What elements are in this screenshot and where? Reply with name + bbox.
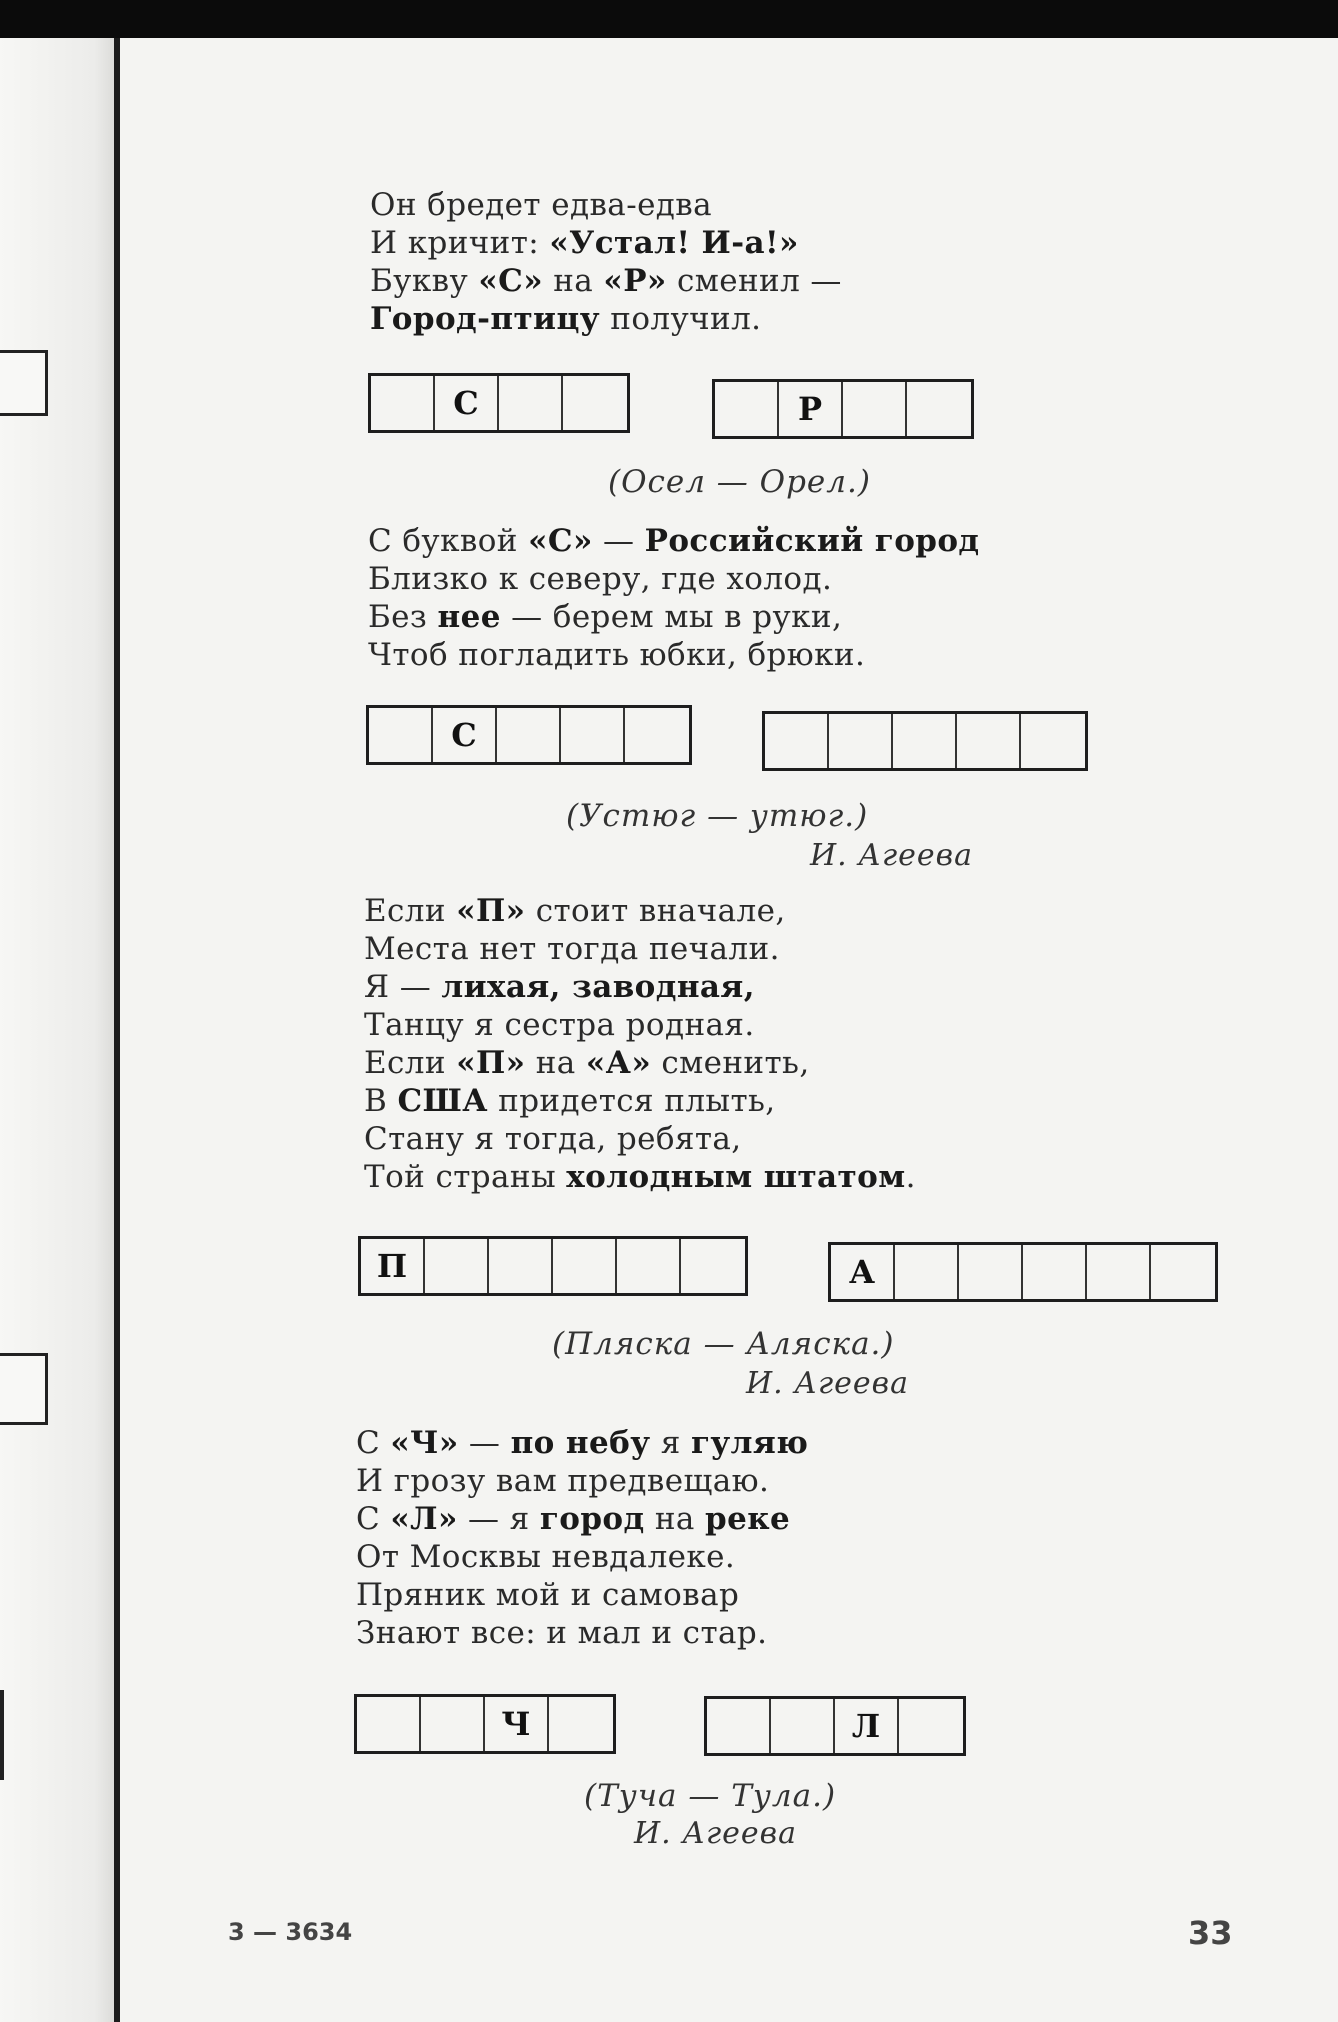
- letter-cell[interactable]: [489, 1239, 553, 1293]
- text: От Москвы невдалеке.: [356, 1539, 736, 1575]
- margin-mark: [0, 1690, 4, 1780]
- riddle-4-answer: (Туча — Тула.): [584, 1778, 837, 1814]
- poem-line: [356, 1424, 808, 1462]
- poem-line: [364, 930, 916, 968]
- bold-text: Город-птицу: [370, 301, 600, 337]
- text: сменить,: [651, 1045, 810, 1081]
- poem-line: [356, 1576, 808, 1614]
- riddle-4-poem: [356, 1424, 808, 1652]
- letter-cell[interactable]: [707, 1699, 771, 1753]
- letter-cell[interactable]: [829, 714, 893, 768]
- poem-line: [368, 598, 980, 636]
- text: В: [364, 1083, 398, 1119]
- text: на: [542, 263, 604, 299]
- riddle-1-answer: (Осел — Орел.): [608, 464, 871, 500]
- poem-line: [364, 1006, 916, 1044]
- text: — берем мы в руки,: [500, 599, 843, 635]
- letter-cell[interactable]: [563, 376, 627, 430]
- text: — я: [457, 1501, 540, 1537]
- poem-line: [368, 560, 980, 598]
- poem-line: [370, 186, 842, 224]
- letter-cell[interactable]: [421, 1697, 485, 1751]
- letter-cell[interactable]: [497, 708, 561, 762]
- text: —: [458, 1425, 511, 1461]
- text: —: [592, 523, 645, 559]
- scan-top-edge: [0, 0, 1338, 38]
- text: Пряник мой и самовар: [356, 1577, 740, 1613]
- letter-cell[interactable]: С: [435, 376, 499, 430]
- text: Букву: [370, 263, 479, 299]
- margin-box-fragment: [0, 1353, 48, 1425]
- text: Стану я тогда, ребята,: [364, 1121, 742, 1157]
- letter-cell[interactable]: С: [433, 708, 497, 762]
- margin-box-fragment: [0, 350, 48, 416]
- letter-cell[interactable]: [369, 708, 433, 762]
- letter-cell[interactable]: Л: [835, 1699, 899, 1753]
- text: получил.: [600, 301, 762, 337]
- text: Я —: [364, 969, 442, 1005]
- text: С: [356, 1425, 391, 1461]
- riddle-3-grid-a: [358, 1236, 748, 1296]
- poem-line: [370, 300, 842, 338]
- letter-cell[interactable]: [425, 1239, 489, 1293]
- letter-cell[interactable]: [895, 1245, 959, 1299]
- bold-text: нее: [437, 599, 501, 635]
- letter-cell[interactable]: [1023, 1245, 1087, 1299]
- letter-cell[interactable]: [681, 1239, 745, 1293]
- text: Той страны: [364, 1159, 567, 1195]
- riddle-2-author: И. Агеева: [810, 838, 973, 873]
- poem-line: [364, 1044, 916, 1082]
- footer-print-code: 3 — 3634: [228, 1918, 353, 1946]
- poem-line: [356, 1462, 808, 1500]
- page-spine-shadow: [0, 38, 118, 2022]
- letter-cell[interactable]: [893, 714, 957, 768]
- riddle-3-author: И. Агеева: [746, 1366, 909, 1401]
- letter-cell[interactable]: Р: [779, 382, 843, 436]
- bold-text: Российский город: [644, 523, 980, 559]
- bold-text: лихая, заводная,: [441, 969, 755, 1005]
- letter-cell[interactable]: А: [831, 1245, 895, 1299]
- poem-line: [356, 1538, 808, 1576]
- poem-line: [364, 892, 916, 930]
- text: Танцу я сестра родная.: [364, 1007, 755, 1043]
- bold-text: «П»: [456, 893, 526, 929]
- text: Знают все: и мал и стар.: [356, 1615, 768, 1651]
- poem-line: [364, 1082, 916, 1120]
- letter-cell[interactable]: П: [361, 1239, 425, 1293]
- bold-text: реке: [705, 1501, 791, 1537]
- poem-line: [356, 1614, 808, 1652]
- bold-text: «Л»: [390, 1501, 458, 1537]
- letter-cell[interactable]: [771, 1699, 835, 1753]
- riddle-4-grid-a: [354, 1694, 616, 1754]
- riddle-3-answer: (Пляска — Аляска.): [552, 1326, 895, 1362]
- text: Близко к северу, где холод.: [368, 561, 833, 597]
- text: .: [905, 1159, 916, 1195]
- bold-text: по небу: [510, 1425, 651, 1461]
- text: стоит вначале,: [525, 893, 786, 929]
- poem-line: [364, 968, 916, 1006]
- text: Если: [364, 893, 457, 929]
- riddle-2-poem: [368, 522, 980, 674]
- letter-cell[interactable]: [561, 708, 625, 762]
- poem-line: [356, 1500, 808, 1538]
- poem-line: [370, 262, 842, 300]
- letter-cell[interactable]: [371, 376, 435, 430]
- poem-line: [364, 1158, 916, 1196]
- letter-cell[interactable]: [959, 1245, 1023, 1299]
- bold-text: «П»: [456, 1045, 526, 1081]
- bold-text: холодным штатом: [566, 1159, 906, 1195]
- riddle-2-answer: (Устюг — утюг.): [566, 798, 869, 834]
- text: С буквой: [368, 523, 529, 559]
- letter-cell[interactable]: [765, 714, 829, 768]
- text: я: [650, 1425, 691, 1461]
- bold-text: «А»: [585, 1045, 652, 1081]
- text: сменил —: [666, 263, 842, 299]
- bold-text: «Р»: [603, 263, 667, 299]
- riddle-1-grid-a: [368, 373, 630, 433]
- poem-line: [368, 636, 980, 674]
- page-number: 33: [1188, 1914, 1233, 1952]
- text: И грозу вам предвещаю.: [356, 1463, 770, 1499]
- letter-cell[interactable]: [907, 382, 971, 436]
- bold-text: «Ч»: [390, 1425, 459, 1461]
- riddle-1-poem: [370, 186, 842, 338]
- text: на: [525, 1045, 586, 1081]
- riddle-1-grid-b: [712, 379, 974, 439]
- letter-cell[interactable]: [715, 382, 779, 436]
- letter-cell[interactable]: Ч: [485, 1697, 549, 1751]
- letter-cell[interactable]: [1021, 714, 1085, 768]
- bold-text: «С»: [478, 263, 543, 299]
- letter-cell[interactable]: [899, 1699, 963, 1753]
- text: Чтоб погладить юбки, брюки.: [368, 637, 866, 673]
- text: Места нет тогда печали.: [364, 931, 780, 967]
- letter-cell[interactable]: [843, 382, 907, 436]
- riddle-3-poem: [364, 892, 916, 1196]
- bold-text: город: [539, 1501, 645, 1537]
- riddle-4-grid-b: [704, 1696, 966, 1756]
- letter-cell[interactable]: [549, 1697, 613, 1751]
- letter-cell[interactable]: [1087, 1245, 1151, 1299]
- text: придется плыть,: [487, 1083, 776, 1119]
- letter-cell[interactable]: [617, 1239, 681, 1293]
- poem-line: [370, 224, 842, 262]
- riddle-2-grid-a: [366, 705, 692, 765]
- text: Если: [364, 1045, 457, 1081]
- text: Без: [368, 599, 438, 635]
- text: Он бредет едва-едва: [370, 187, 713, 223]
- letter-cell[interactable]: [553, 1239, 617, 1293]
- letter-cell[interactable]: [1151, 1245, 1215, 1299]
- text: С: [356, 1501, 391, 1537]
- letter-cell[interactable]: [357, 1697, 421, 1751]
- poem-line: [368, 522, 980, 560]
- letter-cell[interactable]: [957, 714, 1021, 768]
- letter-cell[interactable]: [625, 708, 689, 762]
- riddle-4-author: И. Агеева: [634, 1816, 797, 1851]
- bold-text: США: [397, 1083, 488, 1119]
- letter-cell[interactable]: [499, 376, 563, 430]
- riddle-3-grid-b: [828, 1242, 1218, 1302]
- riddle-2-grid-b: [762, 711, 1088, 771]
- text: на: [644, 1501, 706, 1537]
- page-spine-edge: [114, 38, 120, 2022]
- bold-text: «Устал! И-а!»: [549, 225, 799, 261]
- bold-text: гуляю: [690, 1425, 809, 1461]
- text: И кричит:: [370, 225, 550, 261]
- poem-line: [364, 1120, 916, 1158]
- bold-text: «С»: [528, 523, 593, 559]
